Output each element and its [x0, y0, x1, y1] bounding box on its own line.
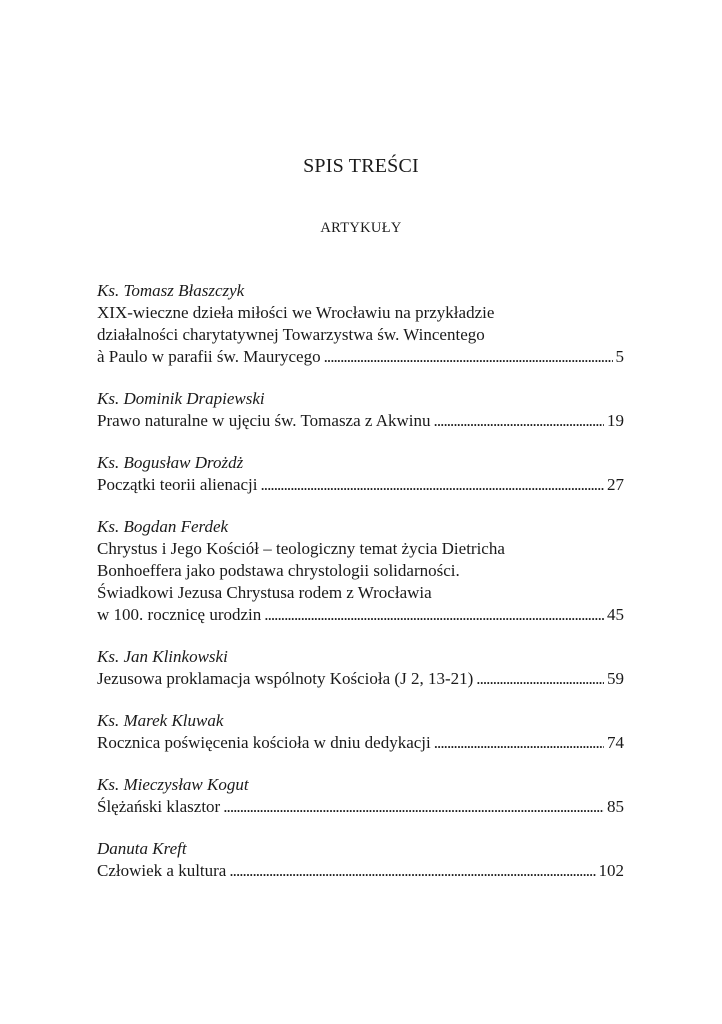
- page-title: SPIS TREŚCI: [303, 155, 419, 177]
- toc-leader-dots: [476, 668, 604, 690]
- toc-title-line: Chrystus i Jego Kościół – teologiczny temat życia Dietricha: [97, 539, 505, 558]
- toc-entry: [97, 280, 624, 368]
- toc-title-line: Świadkowi Jezusa Chrystusa rodem z Wrocławia: [97, 583, 432, 602]
- toc-page-number: 19: [607, 411, 624, 430]
- toc-title-text: w 100. rocznicę urodzin: [97, 605, 262, 624]
- toc-entry: [97, 452, 624, 496]
- toc-title-text: Rocznica poświęcenia kościoła w dniu dedykacji: [97, 733, 431, 752]
- section-heading: ARTYKUŁY: [320, 220, 402, 236]
- toc-entry: [97, 838, 624, 882]
- toc-leader-dots: [261, 474, 605, 496]
- toc-entry: [97, 710, 624, 754]
- toc-leader-dots: [434, 410, 604, 432]
- toc-title-line: XIX-wieczne dzieła miłości we Wrocławiu na przykładzie: [97, 303, 495, 322]
- toc-entry: [97, 774, 624, 818]
- toc-entry: [97, 516, 624, 626]
- toc-leader-dots: [229, 860, 595, 882]
- toc-page-number: 45: [607, 605, 624, 624]
- toc-title-text: Ślężański klasztor: [97, 797, 221, 816]
- table-of-contents: [97, 280, 624, 902]
- toc-title-line: Bonhoeffera jako podstawa chrystologii solidarności.: [97, 561, 460, 580]
- toc-page-number: 85: [607, 797, 624, 816]
- toc-author: Danuta Kreft: [97, 839, 187, 858]
- toc-entry: [97, 388, 624, 432]
- toc-page-number: 102: [598, 861, 624, 880]
- toc-title-last-line: [97, 410, 624, 432]
- toc-page-number: 27: [607, 475, 624, 494]
- toc-page-number: 74: [607, 733, 624, 752]
- toc-title-last-line: [97, 860, 624, 882]
- toc-title-line: działalności charytatywnej Towarzystwa św. Wincentego: [97, 325, 485, 344]
- toc-title-last-line: [97, 668, 624, 690]
- toc-title-last-line: [97, 346, 624, 368]
- toc-entry: [97, 646, 624, 690]
- toc-author: Ks. Tomasz Błaszczyk: [97, 281, 245, 300]
- toc-title-text: à Paulo w parafii św. Maurycego: [97, 347, 321, 366]
- toc-leader-dots: [223, 796, 604, 818]
- toc-page-number: 5: [615, 347, 624, 366]
- toc-title-last-line: [97, 474, 624, 496]
- toc-page-number: 59: [607, 669, 624, 688]
- toc-leader-dots: [264, 604, 604, 626]
- toc-author: Ks. Bogdan Ferdek: [97, 517, 229, 536]
- toc-title-last-line: [97, 732, 624, 754]
- toc-title-text: Człowiek a kultura: [97, 861, 227, 880]
- toc-title-last-line: [97, 604, 624, 626]
- toc-author: Ks. Bogusław Drożdż: [97, 453, 244, 472]
- toc-title-text: Prawo naturalne w ujęciu św. Tomasza z Akwinu: [97, 411, 431, 430]
- toc-author: Ks. Jan Klinkowski: [97, 647, 228, 666]
- toc-title-last-line: [97, 796, 624, 818]
- toc-title-text: Początki teorii alienacji: [97, 475, 258, 494]
- toc-leader-dots: [434, 732, 604, 754]
- toc-author: Ks. Dominik Drapiewski: [97, 389, 265, 408]
- toc-title-text: Jezusowa proklamacja wspólnoty Kościoła (J 2, 13-21): [97, 669, 474, 688]
- toc-author: Ks. Marek Kluwak: [97, 711, 224, 730]
- toc-author: Ks. Mieczysław Kogut: [97, 775, 249, 794]
- toc-leader-dots: [324, 346, 613, 368]
